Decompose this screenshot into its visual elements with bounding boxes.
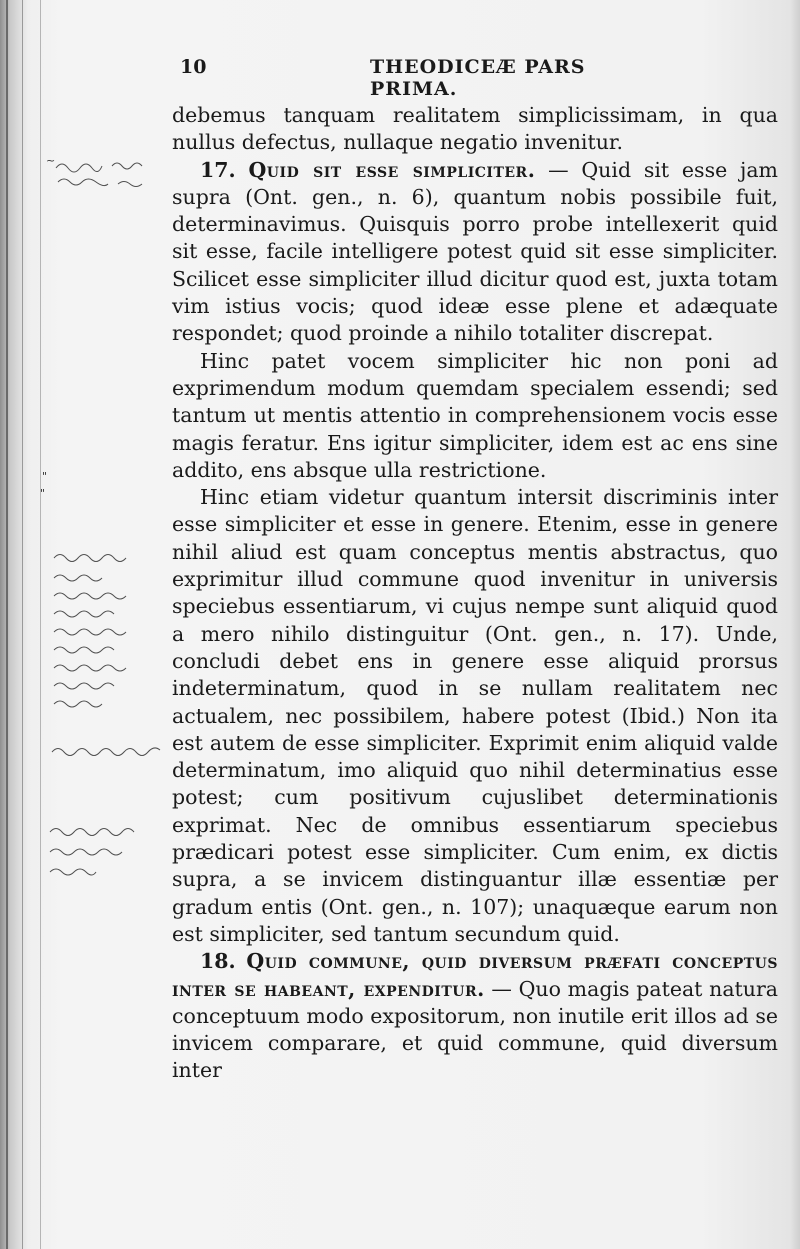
margin-mark: " <box>42 470 48 483</box>
section-text: — Quid sit esse jam supra (Ont. gen., n. 6), quantum nobis possibile fuit, determinavimus. Quisquis porro probe intellexerit quid sit esse, facile intelligere potest quid sit esse simpliciter. Scilicet esse simpliciter illud dicitur quod est, juxta totam vim istius vocis; quod ideæ esse plene et adæquate respondet; quod proinde a nihilo totaliter discrepat. <box>172 157 778 346</box>
section-heading: Quid sit esse simpliciter. <box>248 157 536 182</box>
paragraph: Hinc patet vocem simpliciter hic non poni ad exprimendum modum quemdam specialem essendi; sed tantum ut mentis attentio in comprehensionem vocis esse magis feratur. Ens igitur simpliciter, idem est ac ens sine addito, ens absque ulla restrictione. <box>172 348 778 482</box>
binding-edge <box>40 0 41 1249</box>
section-heading: Quid commune, quid diversum præfati conceptus inter se habeant, expenditur. <box>172 949 778 1001</box>
running-title: THEODICEÆ PARS PRIMA. <box>370 56 586 100</box>
paragraph: debemus tanquam realitatem simplicissimam, in qua nullus defectus, nullaque negatio invenitur. <box>172 103 778 155</box>
body-text <box>172 102 778 1085</box>
page-number: 10 <box>180 56 207 78</box>
handwritten-margin-note <box>48 740 173 760</box>
margin-mark: ~ <box>46 154 56 167</box>
binding-edge <box>22 0 23 1249</box>
section-text: — Quo magis pateat natura conceptuum modo expositorum, non inutile erit illos ad se invicem comparare, et quid commune, quid diversum inter <box>172 976 778 1083</box>
section-number: 17. <box>200 157 236 182</box>
margin-mark: " <box>40 487 46 500</box>
section-number: 18. <box>200 949 236 974</box>
paragraph: Hinc etiam videtur quantum intersit discriminis inter esse simpliciter et esse in genere. Etenim, esse in genere nihil aliud est quam conceptus mentis abstractus, quo exprimitur illud commune quod invenitur in universis speciebus essentiarum, vi cujus nempe sunt aliquid quod a mero nihilo distinguitur (Ont. gen., n. 17). Unde, concludi debet ens in genere esse aliquid prorsus indeterminatum, quod in se nullam realitatem nec actualem, nec possibilem, habere potest (Ibid.) Non ita est autem de esse simpliciter. Exprimit enim aliquid valde determinatum, imo aliquid quo nihil determinatius esse potest; cum positivum cujuslibet determinationis exprimat. Nec de omnibus essentiarum speciebus prædicari potest esse simpliciter. Cum enim, ex dictis supra, a se invicem distinguantur illæ essentiæ per gradum entis (Ont. gen., n. 107); unaquæque earum non est simpliciter, sed tantum secundum quid. <box>172 485 778 946</box>
section-18 <box>172 948 778 1084</box>
handwritten-margin-note <box>46 822 166 882</box>
section-17 <box>172 157 778 348</box>
handwritten-margin-note <box>50 550 175 720</box>
handwritten-margin-note <box>52 158 172 198</box>
binding-edge <box>6 0 8 1249</box>
page-header <box>180 56 640 100</box>
